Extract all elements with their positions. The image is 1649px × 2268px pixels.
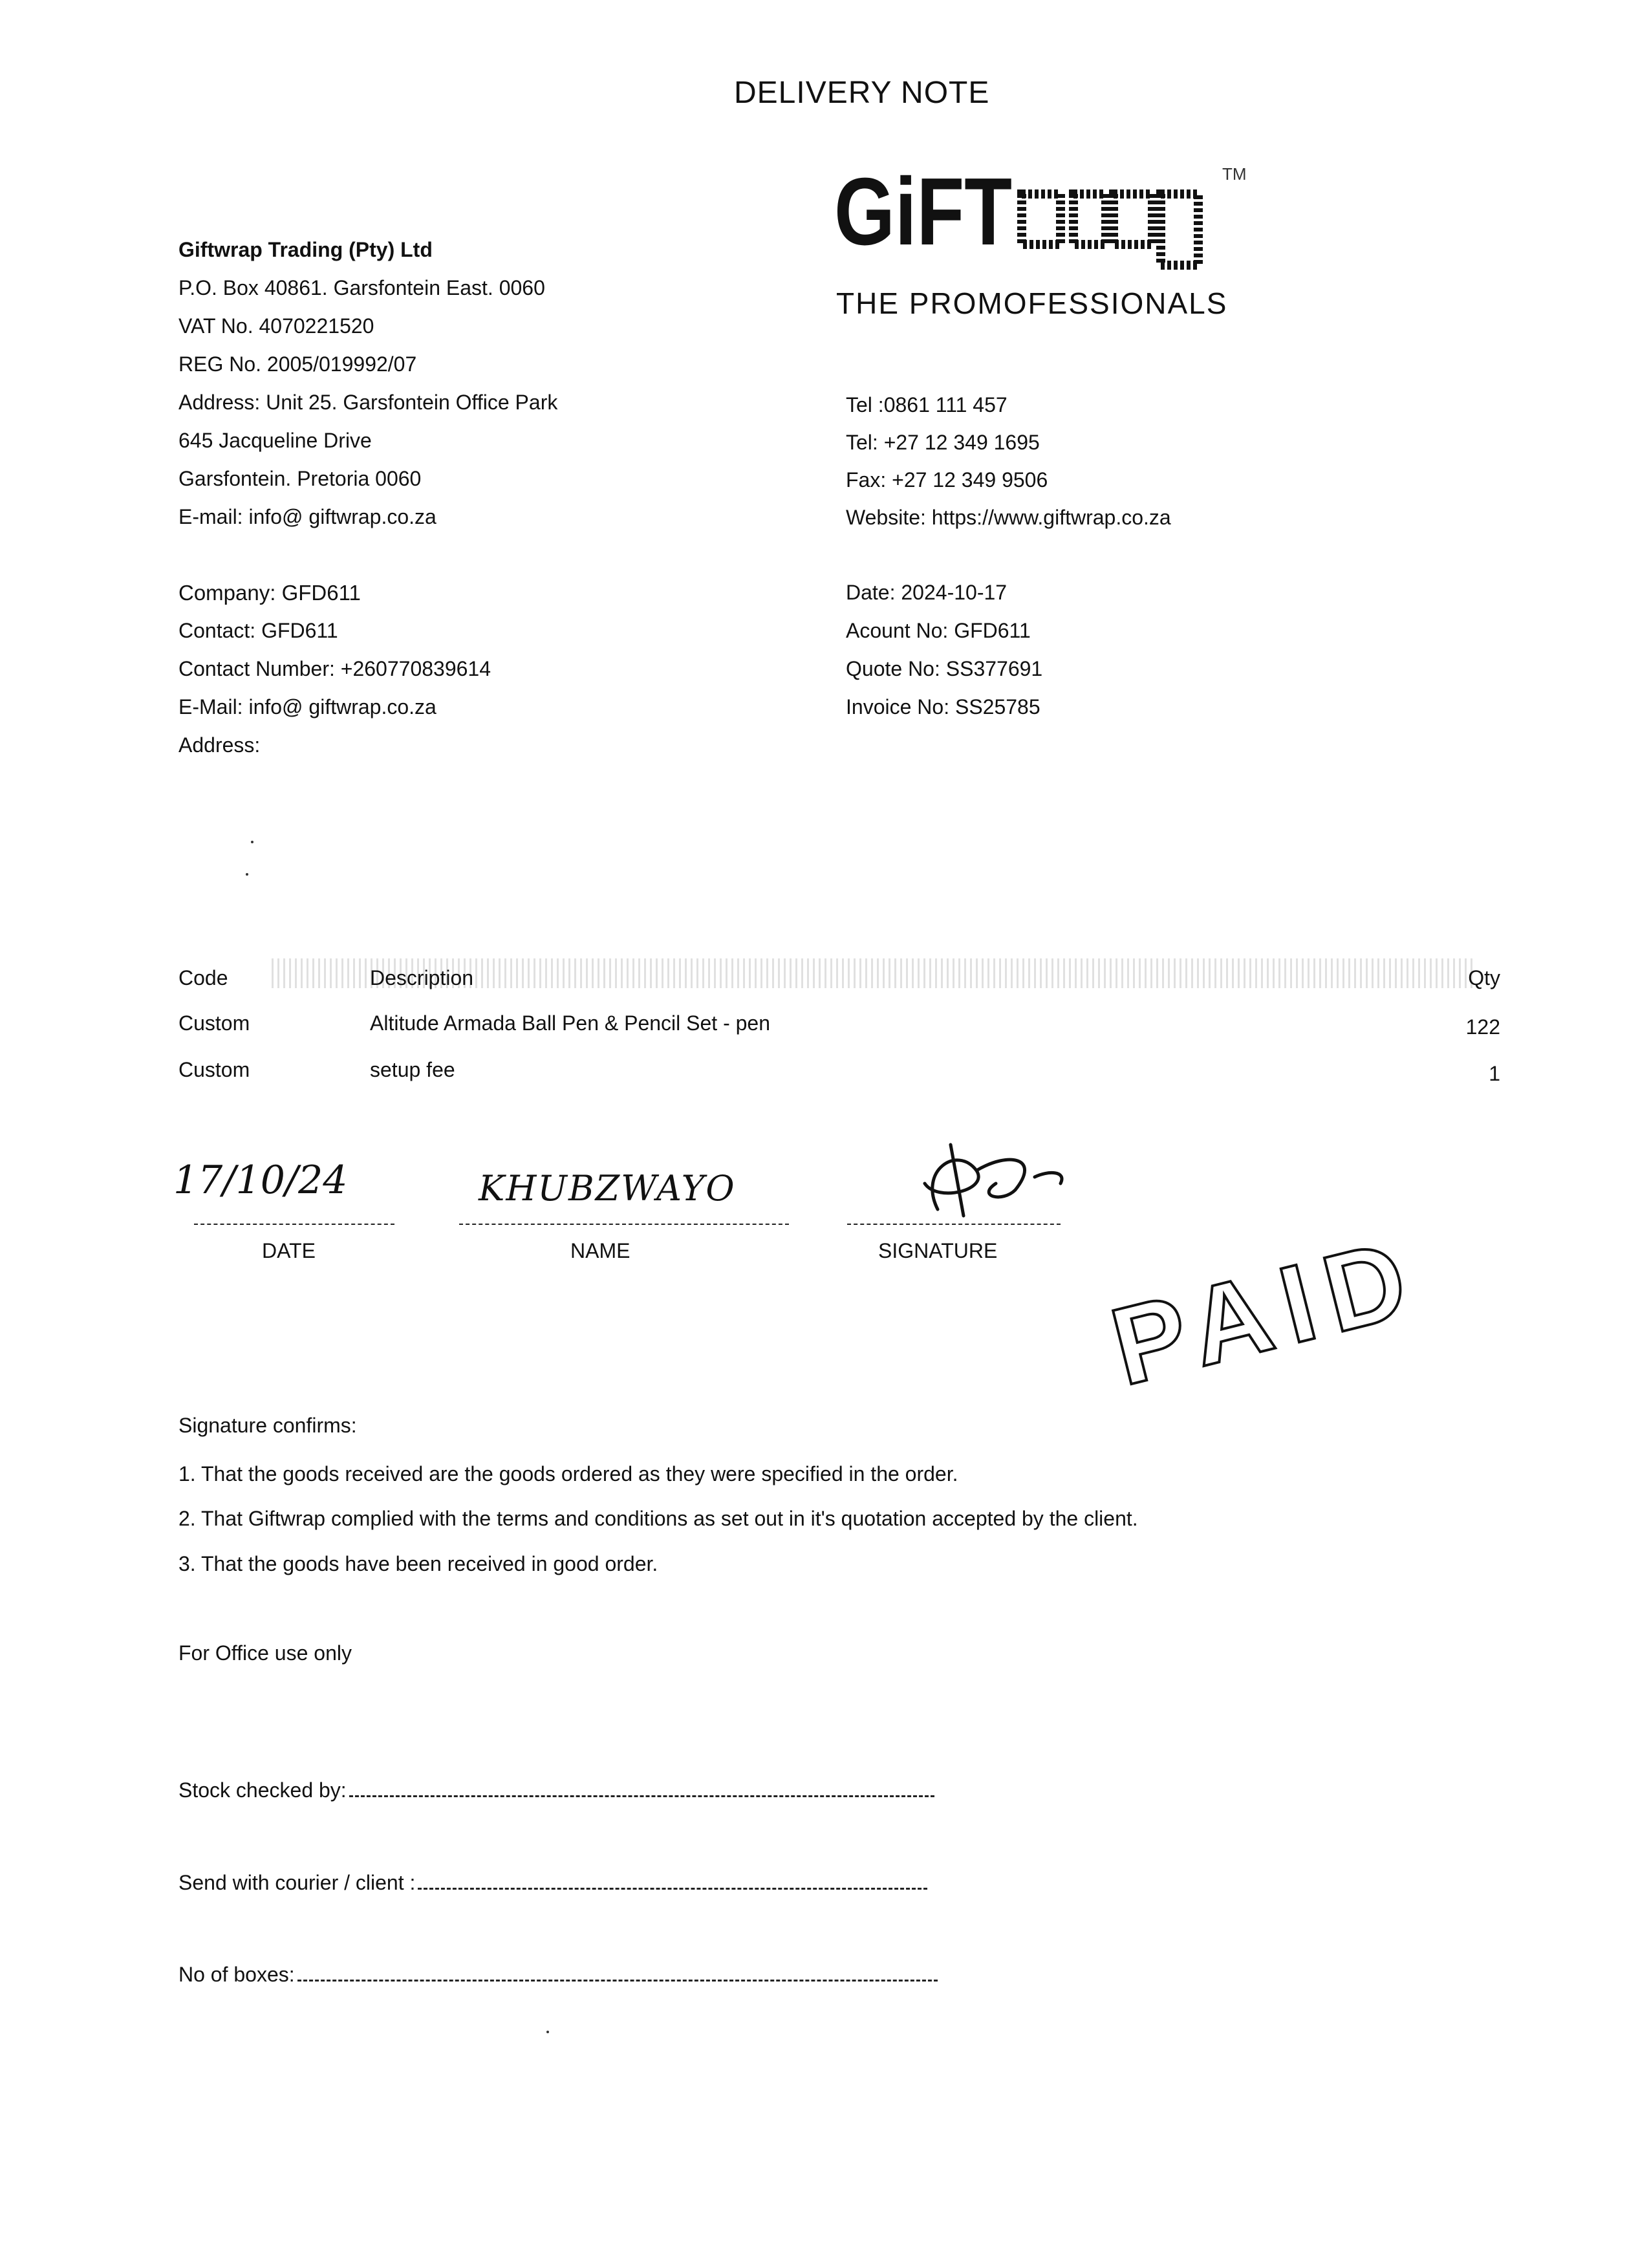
boxes-label: No of boxes: [178,1963,295,1986]
paid-stamp [1093,1200,1475,1410]
customer-company: Company: GFD611 [178,581,361,605]
stock-checked-row [178,1778,934,1802]
svg-text:GiFT: GiFT [834,158,1012,265]
sender-vat: VAT No. 4070221520 [178,314,374,338]
signature-scribble [899,1132,1093,1232]
name-line [459,1224,789,1225]
courier-line[interactable] [418,1871,927,1890]
column-header-qty: Qty [1468,966,1500,989]
boxes-line[interactable] [297,1963,938,1982]
trademark-mark: TM [1222,164,1247,184]
column-header-code: Code [178,966,228,989]
sender-name: Giftwrap Trading (Pty) Ltd [178,238,433,261]
meta-account-no: Acount No: GFD611 [846,619,1031,642]
courier-row [178,1871,927,1895]
row-qty: 122 [1465,1015,1500,1039]
row-code: Custom [178,1011,250,1035]
scan-speck [546,2031,549,2033]
giftwrap-logo [834,154,1261,286]
handwritten-date: 17/10/24 [173,1158,348,1203]
office-heading: For Office use only [178,1641,352,1665]
confirm-item-1: 1. That the goods received are the goods ordered as they were specified in the order. [178,1462,958,1485]
contact-website: Website: https://www.giftwrap.co.za [846,506,1171,529]
courier-label: Send with courier / client : [178,1871,416,1894]
scan-speck [251,841,253,843]
date-label: DATE [262,1239,316,1262]
row-code: Custom [178,1058,250,1081]
contact-fax: Fax: +27 12 349 9506 [846,468,1048,491]
logo-tagline: THE PROMOFESSIONALS [836,286,1228,320]
sender-po-box: P.O. Box 40861. Garsfontein East. 0060 [178,276,545,299]
name-label: NAME [570,1239,630,1262]
stock-checked-label: Stock checked by: [178,1778,347,1802]
stock-checked-line[interactable] [349,1778,934,1797]
date-line [194,1224,394,1225]
sender-address-line-1: Address: Unit 25. Garsfontein Office Park [178,391,558,414]
document-title: DELIVERY NOTE [734,76,990,110]
confirm-item-3: 3. That the goods have been received in good order. [178,1552,658,1575]
sender-address-line-2: 645 Jacqueline Drive [178,429,372,452]
meta-invoice-no: Invoice No: SS25785 [846,695,1040,718]
scan-speck [246,873,248,876]
customer-email: E-Mail: info@ giftwrap.co.za [178,695,436,718]
paid-stamp-text: PAID [1100,1214,1432,1407]
boxes-row [178,1963,938,1987]
handwritten-name: KHUBZWAYO [479,1168,736,1209]
confirm-item-2: 2. That Giftwrap complied with the terms and conditions as set out in it's quotation accepted by the client. [178,1507,1138,1530]
confirm-heading: Signature confirms: [178,1414,357,1437]
meta-quote-no: Quote No: SS377691 [846,657,1043,680]
contact-tel-2: Tel: +27 12 349 1695 [846,431,1040,454]
customer-address: Address: [178,733,261,757]
customer-contact-number: Contact Number: +260770839614 [178,657,491,680]
customer-contact: Contact: GFD611 [178,619,338,642]
sender-reg: REG No. 2005/019992/07 [178,352,417,376]
row-description: Altitude Armada Ball Pen & Pencil Set - pen [370,1011,771,1035]
column-header-description: Description [370,966,474,989]
signature-line [847,1224,1061,1225]
row-description: setup fee [370,1058,455,1081]
sender-address-line-3: Garsfontein. Pretoria 0060 [178,467,422,490]
signature-label: SIGNATURE [878,1239,998,1262]
sender-email: E-mail: info@ giftwrap.co.za [178,505,436,528]
meta-date: Date: 2024-10-17 [846,581,1008,604]
row-qty: 1 [1489,1062,1500,1085]
contact-tel-1: Tel :0861 111 457 [846,393,1008,416]
